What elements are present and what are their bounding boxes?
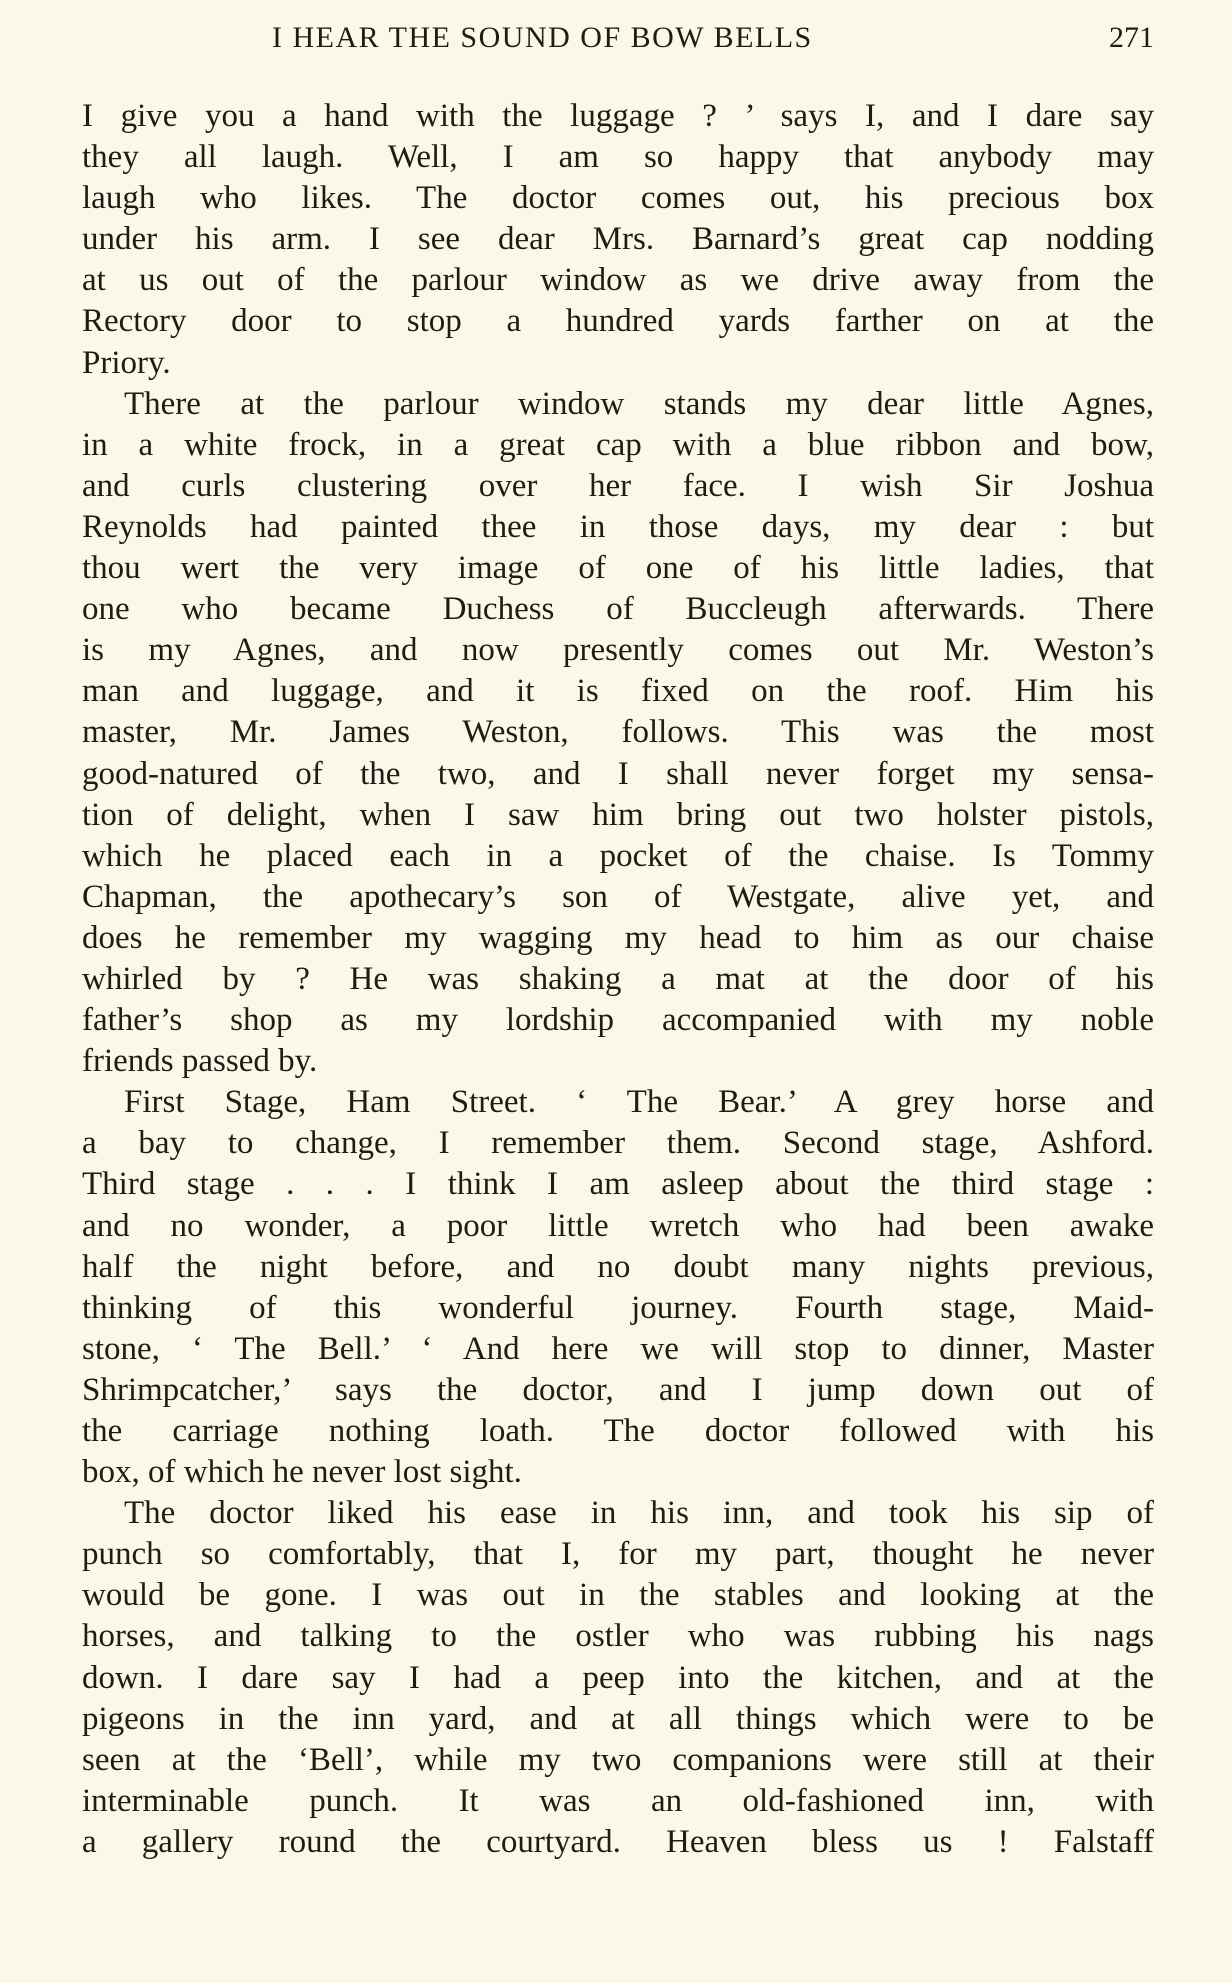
text-line: Reynolds had painted thee in those days, my dear : but bbox=[82, 508, 1154, 545]
text-line: I give you a hand with the luggage ? ’ says I, and I dare say bbox=[82, 98, 1154, 134]
text-line: would be gone. I was out in the stables and looking at the bbox=[82, 1577, 1154, 1614]
text-line: one who became Duchess of Buccleugh afterwards. There bbox=[82, 591, 1154, 628]
text-line: There at the parlour window stands my dear little Agnes, bbox=[124, 385, 1154, 422]
text-line: and curls clustering over her face. I wish Sir Joshua bbox=[82, 467, 1154, 504]
text-line: Rectory door to stop a hundred yards farther on at the bbox=[82, 303, 1154, 340]
text-line: father’s shop as my lordship accompanied with my noble bbox=[82, 1002, 1154, 1039]
text-line: the carriage nothing loath. The doctor followed with his bbox=[82, 1413, 1154, 1449]
page-header bbox=[82, 16, 1154, 60]
text-line: master, Mr. James Weston, follows. This was the most bbox=[82, 714, 1154, 751]
text-line: seen at the ‘Bell’, while my two companions were still at their bbox=[82, 1741, 1154, 1778]
text-line: a bay to change, I remember them. Second stage, Ashford. bbox=[82, 1125, 1154, 1162]
text-line: in a white frock, in a great cap with a blue ribbon and bow, bbox=[82, 426, 1154, 463]
text-line: thinking of this wonderful journey. Fourth stage, Maid- bbox=[82, 1289, 1154, 1326]
text-line: pigeons in the inn yard, and at all things which were to be bbox=[82, 1700, 1154, 1737]
text-line: good-natured of the two, and I shall never forget my sensa- bbox=[82, 755, 1154, 792]
text-line: Chapman, the apothecary’s son of Westgate, alive yet, and bbox=[82, 878, 1154, 915]
running-head: I HEAR THE SOUND OF BOW BELLS bbox=[272, 21, 813, 54]
text-line: and no wonder, a poor little wretch who had been awake bbox=[82, 1207, 1154, 1244]
text-line: horses, and talking to the ostler who was rubbing his nags bbox=[82, 1618, 1154, 1655]
text-line: under his arm. I see dear Mrs. Barnard’s great cap nodding bbox=[82, 221, 1154, 258]
text-line: half the night before, and no doubt many nights previous, bbox=[82, 1248, 1154, 1285]
text-line: Third stage . . . I think I am asleep about the third stage : bbox=[82, 1166, 1154, 1203]
text-line: Priory. bbox=[82, 344, 171, 381]
text-line: box, of which he never lost sight. bbox=[82, 1454, 522, 1491]
text-line: punch so comfortably, that I, for my part, thought he never bbox=[82, 1536, 1154, 1573]
body-text bbox=[82, 96, 1154, 1863]
text-line: First Stage, Ham Street. ‘ The Bear.’ A grey horse and bbox=[124, 1084, 1154, 1121]
text-line: Shrimpcatcher,’ says the doctor, and I jump down out of bbox=[82, 1371, 1154, 1408]
page-number: 271 bbox=[1109, 21, 1154, 54]
text-line: man and luggage, and it is fixed on the roof. Him his bbox=[82, 673, 1154, 710]
text-line: tion of delight, when I saw him bring out two holster pistols, bbox=[82, 796, 1154, 833]
text-line: laugh who likes. The doctor comes out, his precious box bbox=[82, 180, 1154, 217]
text-line: interminable punch. It was an old-fashioned inn, with bbox=[82, 1782, 1154, 1819]
text-line: The doctor liked his ease in his inn, and took his sip of bbox=[124, 1495, 1154, 1532]
text-line: down. I dare say I had a peep into the kitchen, and at the bbox=[82, 1659, 1154, 1696]
text-line: does he remember my wagging my head to him as our chaise bbox=[82, 919, 1154, 956]
text-line: stone, ‘ The Bell.’ ‘ And here we will stop to dinner, Master bbox=[82, 1330, 1154, 1367]
text-line: they all laugh. Well, I am so happy that anybody may bbox=[82, 139, 1154, 176]
text-line: friends passed by. bbox=[82, 1043, 318, 1080]
text-line: a gallery round the courtyard. Heaven bless us ! Falstaff bbox=[82, 1823, 1154, 1860]
text-line: which he placed each in a pocket of the chaise. Is Tommy bbox=[82, 837, 1154, 874]
text-line: whirled by ? He was shaking a mat at the door of his bbox=[82, 960, 1154, 997]
text-line: at us out of the parlour window as we drive away from the bbox=[82, 262, 1154, 299]
text-line: thou wert the very image of one of his little ladies, that bbox=[82, 550, 1154, 587]
text-line: is my Agnes, and now presently comes out Mr. Weston’s bbox=[82, 632, 1154, 669]
